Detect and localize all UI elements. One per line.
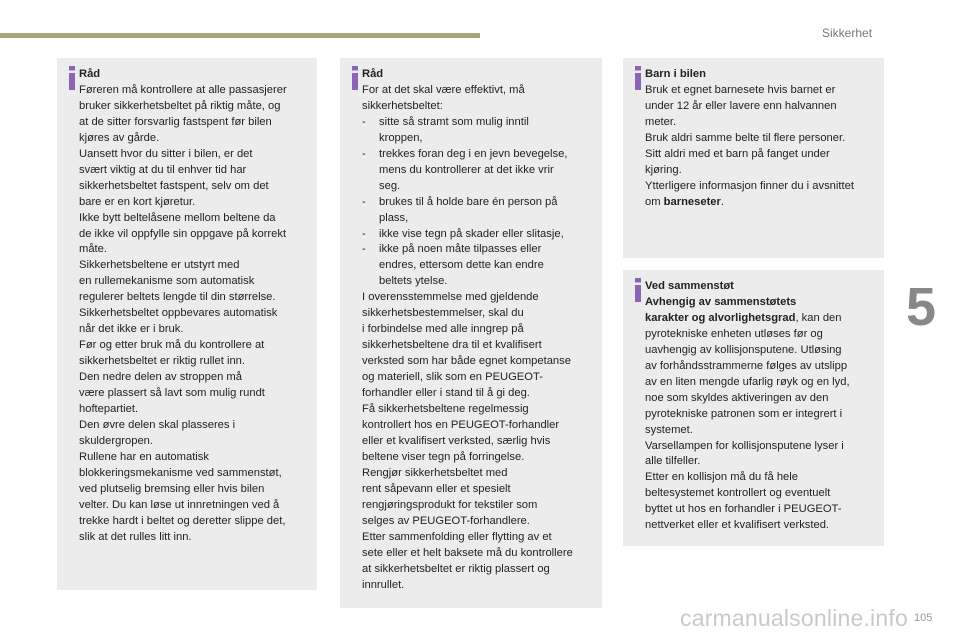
text-line: Før og etter bruk må du kontrollere at	[79, 339, 265, 352]
text-line: Sikkerhetsbeltet oppbevares automatisk	[79, 307, 278, 320]
advice-box-seatbelt-care	[340, 58, 602, 608]
subtitle-fragment: karakter og alvorlighetsgrad	[645, 311, 796, 324]
bullet-text-continued: kroppen,	[379, 131, 423, 144]
text-line: Føreren må kontrollere at alle passasjerer	[79, 83, 287, 96]
text-line: sikkerhetsbeltet er riktig rullet inn.	[79, 355, 246, 368]
text-line: beltesystemet kontrollert og eventuelt	[645, 487, 831, 500]
text-line: noe som skyldes aktiveringen av den	[645, 391, 829, 404]
subtitle-line: Avhengig av sammenstøtets	[645, 295, 797, 308]
text-line: skuldergropen.	[79, 434, 154, 447]
box-title: Råd	[362, 68, 384, 80]
text-line: at de sitter forsvarlig fastspent før bilen	[79, 115, 272, 128]
bullet-text-continued: endres, ettersom dette kan endre	[379, 259, 544, 272]
text-line: Ytterligere informasjon finner du i avsnittet	[645, 179, 854, 192]
text-line: pyrotekniske enheten utløses før og	[645, 327, 823, 340]
text-line: alle tilfeller.	[645, 455, 701, 468]
text-line: eller et kvalifisert verksted, særlig hvis	[362, 434, 551, 447]
chapter-number: 5	[906, 277, 937, 337]
text-line: blokkeringsmekanisme ved sammenstøt,	[79, 466, 282, 479]
text-line: Sitt aldri med et barn på fanget under	[645, 147, 830, 160]
text-line: selges av PEUGEOT-forhandlere.	[362, 514, 530, 527]
text-line: nettverket eller et kvalifisert verksted.	[645, 519, 830, 532]
text-line: Rengjør sikkerhetsbeltet med	[362, 466, 508, 479]
text-line: forhandler eller i stand til å gi deg.	[362, 387, 530, 400]
box-text	[645, 279, 878, 534]
text-line: svært viktig at du til enhver tid har	[79, 163, 247, 176]
text-line: beltene viser tegn på forringelse.	[362, 450, 525, 463]
text-fragment: .	[720, 195, 724, 208]
text-line: de ikke vil oppfylle sin oppgave på korrekt	[79, 227, 287, 240]
box-text	[362, 67, 596, 593]
text-line: Bruk aldri samme belte til flere personer.	[645, 131, 846, 144]
text-line: byttet ut hos en forhandler i PEUGEOT-	[645, 503, 842, 516]
box-title: Barn i bilen	[645, 68, 706, 80]
text-line: uavhengig av kollisjonsputene. Utløsing	[645, 343, 842, 356]
bullet-dash: -	[362, 147, 366, 160]
text-line: trekke hardt i beltet og deretter slippe det,	[79, 514, 286, 527]
bullet-text-continued: seg.	[379, 179, 401, 192]
text-line: slik at det rulles litt inn.	[79, 530, 192, 543]
text-line: meter.	[645, 115, 677, 128]
text-line: være plassert så lavt som mulig rundt	[79, 387, 265, 400]
text-line: verksted som har både egnet kompetanse	[362, 355, 571, 368]
text-line: rengjøringsprodukt for tekstiler som	[362, 498, 538, 511]
link-reference: barneseter	[663, 195, 721, 208]
text-line	[645, 195, 878, 211]
intro-line: For at det skal være effektivt, må	[362, 83, 525, 96]
watermark: carmanualsonline.info	[680, 605, 908, 631]
text-line: Den nedre delen av stroppen må	[79, 371, 242, 384]
text-line: i forbindelse med alle inngrep på	[362, 323, 524, 336]
text-line: av forhåndsstrammerne følges av utslipp	[645, 359, 848, 372]
text-line: Ikke bytt beltelåsene mellom beltene da	[79, 211, 276, 224]
box-title: Ved sammenstøt	[645, 280, 734, 292]
info-icon	[632, 278, 644, 302]
header-accent-bar	[0, 33, 480, 38]
text-line: av en liten mengde ufarlig røyk og en lyd,	[645, 375, 850, 388]
bullet-dash: -	[362, 115, 366, 128]
text-line: Få sikkerhetsbeltene regelmessig	[362, 403, 529, 416]
text-line: velter. Du kan løse ut innretningen ved å	[79, 498, 280, 511]
bullet-text-continued: plass,	[379, 211, 409, 224]
bullet-item	[362, 147, 596, 195]
bullet-text: sitte så stramt som mulig inntil	[379, 115, 529, 128]
intro-line: sikkerhetsbeltet:	[362, 99, 443, 112]
page-number: 105	[914, 612, 933, 624]
bullet-text-continued: beltets ytelse.	[379, 275, 448, 288]
info-box-children	[623, 58, 884, 258]
box-text	[645, 67, 878, 211]
text-line: en rullemekanisme som automatisk	[79, 275, 255, 288]
info-icon	[349, 66, 361, 90]
text-line: sikkerhetsbeltene dra til et kvalifisert	[362, 339, 542, 352]
bullet-text: ikke på noen måte tilpasses eller	[379, 243, 542, 256]
bullet-text: trekkes foran deg i en jevn bevegelse,	[379, 147, 568, 160]
text-line: innrullet.	[362, 578, 405, 591]
text-line	[645, 311, 878, 327]
text-line: at sikkerhetsbeltet er riktig plassert og	[362, 562, 550, 575]
text-line: Rullene har en automatisk	[79, 450, 209, 463]
text-line: under 12 år eller lavere enn halvannen	[645, 99, 837, 112]
text-line: Den øvre delen skal plasseres i	[79, 418, 236, 431]
text-line: kjøres av gårde.	[79, 131, 160, 144]
info-icon	[632, 66, 644, 90]
box-title: Råd	[79, 68, 101, 80]
box-text	[79, 67, 311, 546]
text-line: Bruk et egnet barnesete hvis barnet er	[645, 83, 836, 96]
bullet-text-continued: mens du kontrollerer at det ikke vrir	[379, 163, 554, 176]
text-line: regulerer beltets lengde til din størrelse.	[79, 291, 276, 304]
text-line: rent såpevann eller et spesielt	[362, 482, 511, 495]
text-line: ved plutselig bremsing eller hvis bilen	[79, 482, 265, 495]
text-line: sikkerhetsbeltet fastspent, selv om det	[79, 179, 269, 192]
text-line: bare er en kort kjøretur.	[79, 195, 196, 208]
text-line: hoftepartiet.	[79, 403, 139, 416]
bullet-item	[362, 195, 596, 227]
info-box-collision	[623, 270, 884, 546]
bullet-dash: -	[362, 243, 366, 256]
text-line: I overensstemmelse med gjeldende	[362, 291, 539, 304]
info-icon	[66, 66, 78, 90]
bullet-dash: -	[362, 195, 366, 208]
bullet-dash: -	[362, 227, 366, 240]
text-line: Etter en kollisjon må du få hele	[645, 471, 798, 484]
text-line: sete eller et helt baksete må du kontrollere	[362, 546, 573, 559]
text-line: pyrotekniske patronen som er integrert i	[645, 407, 843, 420]
bullet-text: ikke vise tegn på skader eller slitasje,	[379, 227, 564, 240]
bullet-item	[362, 242, 596, 290]
text-line: systemet.	[645, 423, 693, 436]
bullet-item	[362, 227, 596, 243]
text-line: når det ikke er i bruk.	[79, 323, 184, 336]
text-line: Uansett hvor du sitter i bilen, er det	[79, 147, 253, 160]
bullet-item	[362, 115, 596, 147]
text-fragment: om	[645, 195, 664, 208]
text-line: Varsellampen for kollisjonsputene lyser i	[645, 439, 844, 452]
text-line: måte.	[79, 243, 107, 256]
bullet-text: brukes til å holde bare én person på	[379, 195, 558, 208]
section-title: Sikkerhet	[822, 26, 873, 40]
text-line: kjøring.	[645, 163, 682, 176]
text-line: Etter sammenfolding eller flytting av et	[362, 530, 552, 543]
text-line: kontrollert hos en PEUGEOT-forhandler	[362, 418, 560, 431]
text-line: sikkerhetsbestemmelser, skal du	[362, 307, 524, 320]
text-line: Sikkerhetsbeltene er utstyrt med	[79, 259, 240, 272]
advice-box-seatbelt-use	[57, 58, 317, 590]
text-line: og materiell, slik som en PEUGEOT-	[362, 371, 543, 384]
text-line: bruker sikkerhetsbeltet på riktig måte, og	[79, 99, 281, 112]
text-fragment: , kan den	[795, 311, 842, 324]
